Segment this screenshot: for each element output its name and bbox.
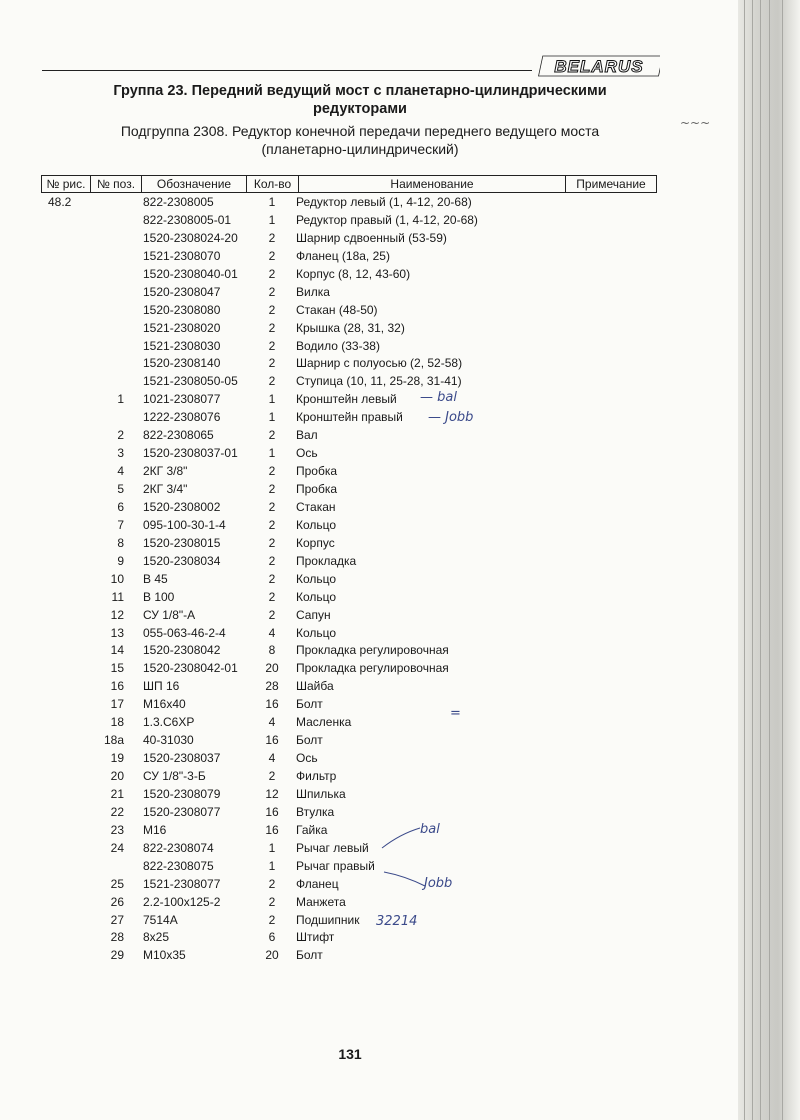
- cell-designation: 1520-2308080: [143, 302, 221, 317]
- cell-pos: 14: [110, 643, 124, 658]
- cell-name: Подшипник: [296, 912, 360, 927]
- cell-name: Кольцо: [296, 517, 337, 532]
- cell-qty: 1: [268, 858, 276, 873]
- cell-pos: 23: [110, 822, 124, 837]
- cell-qty: 8: [268, 643, 276, 658]
- cell-qty: 2: [268, 356, 276, 371]
- cell-qty: 1: [268, 410, 276, 425]
- cell-designation: 1520-2308040-01: [143, 266, 238, 281]
- cell-designation: 1021-2308077: [143, 392, 221, 407]
- cell-qty: 2: [268, 374, 276, 389]
- cell-qty: 2: [268, 482, 276, 496]
- cell-designation: В 100: [143, 589, 175, 604]
- cell-name: Кольцо: [296, 571, 337, 586]
- cell-designation: 055-063-46-2-4: [143, 625, 226, 640]
- cell-designation: 1520-2308140: [143, 356, 221, 371]
- table-row: [0, 516, 800, 534]
- cell-qty: 2: [268, 284, 276, 299]
- cell-designation: 2КГ 3/8": [143, 464, 188, 479]
- table-row: [0, 749, 800, 767]
- handwritten-lever-bal: bal: [420, 822, 440, 837]
- cell-designation: 1520-2308037-01: [143, 446, 238, 461]
- cell-pos: 22: [110, 804, 124, 819]
- cell-qty: 4: [268, 751, 276, 766]
- cell-designation: 1520-2308079: [143, 786, 221, 801]
- cell-designation: 1.3.С6ХР: [143, 715, 195, 730]
- cell-designation: 1521-2308020: [143, 320, 221, 335]
- cell-pos: 18: [110, 715, 124, 730]
- cell-pos: 7: [117, 517, 124, 532]
- cell-name: Шарнир сдвоенный (53-59): [296, 230, 447, 245]
- table-row: [0, 695, 800, 713]
- table-row: [0, 229, 800, 247]
- table-row: [0, 552, 800, 570]
- cell-pos: 20: [110, 769, 124, 783]
- table-row: [0, 588, 800, 606]
- cell-designation: 1521-2308070: [143, 248, 221, 263]
- cell-qty: 20: [265, 948, 279, 963]
- cell-qty: 2: [268, 607, 276, 622]
- header-qty: Кол-во: [246, 175, 299, 193]
- table-row: [0, 785, 800, 803]
- header-rule: [42, 70, 532, 71]
- cell-qty: 2: [268, 571, 276, 586]
- cell-designation: 1520-2308047: [143, 284, 221, 299]
- table-row: [0, 354, 800, 372]
- cell-designation: ШП 16: [143, 679, 180, 694]
- cell-pos: 25: [110, 876, 124, 891]
- cell-name: Шарнир с полуосью (2, 52-58): [296, 356, 463, 371]
- cell-name: Фильтр: [296, 769, 337, 783]
- cell-name: Пробка: [296, 482, 338, 496]
- cell-name: Гайка: [296, 822, 328, 837]
- cell-designation: 822-2308005-01: [143, 212, 232, 227]
- cell-qty: 16: [265, 697, 279, 712]
- cell-name: Ступица (10, 11, 25-28, 31-41): [296, 374, 462, 389]
- cell-qty: 2: [268, 230, 276, 245]
- cell-designation: 1520-2308002: [143, 499, 221, 514]
- brand-text: BELARUS: [554, 57, 644, 76]
- cell-qty: 2: [268, 912, 276, 927]
- cell-pos: 21: [110, 786, 124, 801]
- header-note: Примечание: [565, 175, 657, 193]
- cell-name: Ось: [296, 751, 318, 766]
- cell-designation: В 45: [143, 571, 168, 586]
- cell-qty: 2: [268, 499, 276, 514]
- cell-qty: 6: [268, 930, 276, 945]
- cell-designation: 1521-2308050-05: [143, 374, 238, 389]
- table-row: [0, 498, 800, 516]
- table-row: [0, 426, 800, 444]
- cell-designation: 40-31030: [143, 733, 194, 748]
- cell-pos: 4: [117, 464, 124, 479]
- cell-qty: 2: [268, 589, 276, 604]
- cell-qty: 2: [268, 464, 276, 479]
- margin-mark: ~~~: [680, 116, 711, 130]
- table-row: [0, 534, 800, 552]
- cell-fig: 48.2: [48, 195, 72, 209]
- cell-name: Шпилька: [296, 786, 346, 801]
- table-row: [0, 444, 800, 462]
- cell-designation: 095-100-30-1-4: [143, 517, 226, 532]
- cell-designation: 1521-2308077: [143, 876, 221, 891]
- cell-name: Кольцо: [296, 589, 337, 604]
- cell-qty: 1: [268, 195, 276, 209]
- cell-name: Стакан (48-50): [296, 302, 378, 317]
- header-pos: № поз.: [90, 175, 142, 193]
- cell-pos: 9: [117, 553, 124, 568]
- cell-qty: 2: [268, 876, 276, 891]
- cell-name: Кронштейн правый: [296, 410, 403, 425]
- cell-designation: 1520-2308034: [143, 553, 221, 568]
- table-row: [0, 247, 800, 265]
- table-row: [0, 641, 800, 659]
- cell-pos: 3: [117, 446, 124, 461]
- group-title-cont: редукторами: [313, 101, 407, 117]
- cell-designation: 2КГ 3/4": [143, 482, 188, 496]
- table-row: [0, 659, 800, 677]
- cell-name: Шайба: [296, 679, 334, 694]
- cell-pos: 28: [110, 930, 124, 945]
- cell-name: Редуктор левый (1, 4-12, 20-68): [296, 195, 472, 209]
- cell-designation: 7514А: [143, 912, 178, 927]
- cell-name: Болт: [296, 733, 323, 748]
- cell-pos: 2: [117, 428, 124, 443]
- cell-name: Кронштейн левый: [296, 392, 397, 407]
- cell-pos: 29: [110, 948, 124, 963]
- table-row: [0, 390, 800, 408]
- cell-qty: 2: [268, 338, 276, 353]
- table-row: [0, 462, 800, 480]
- cell-designation: 822-2308074: [143, 840, 214, 855]
- cell-designation: 2.2-100х125-2: [143, 894, 221, 909]
- cell-qty: 2: [268, 248, 276, 263]
- cell-pos: 13: [110, 625, 124, 640]
- cell-name: Редуктор правый (1, 4-12, 20-68): [296, 212, 478, 227]
- cell-qty: 16: [265, 822, 279, 837]
- group-title: Группа 23. Передний ведущий мост с планетарно-цилиндрическими: [113, 83, 607, 99]
- cell-name: Стакан: [296, 499, 336, 514]
- cell-pos: 6: [117, 499, 124, 514]
- cell-designation: М16: [143, 822, 167, 837]
- stray-mark: =: [450, 706, 461, 721]
- cell-designation: 822-2308005: [143, 195, 214, 209]
- cell-name: Пробка: [296, 464, 338, 479]
- cell-pos: 17: [110, 697, 124, 712]
- cell-designation: 1521-2308030: [143, 338, 221, 353]
- table-row: [0, 606, 800, 624]
- cell-name: Болт: [296, 697, 323, 712]
- cell-name: Рычаг правый: [296, 858, 375, 873]
- cell-name: Болт: [296, 948, 323, 963]
- page-number: 131: [338, 1046, 362, 1062]
- cell-designation: 8х25: [143, 930, 170, 945]
- cell-designation: 1222-2308076: [143, 410, 221, 425]
- cell-qty: 2: [268, 320, 276, 335]
- cell-qty: 2: [268, 553, 276, 568]
- table-row: [0, 570, 800, 588]
- cell-qty: 16: [265, 804, 279, 819]
- cell-designation: СУ 1/8"-3-Б: [143, 769, 206, 783]
- cell-name: Втулка: [296, 804, 335, 819]
- cell-name: Манжета: [296, 894, 346, 909]
- subgroup-title: Подгруппа 2308. Редуктор конечной передачи переднего ведущего моста: [120, 123, 600, 139]
- table-row: [0, 946, 800, 964]
- table-row: [0, 319, 800, 337]
- cell-name: Прокладка регулировочная: [296, 661, 449, 676]
- cell-designation: 1520-2308037: [143, 751, 221, 766]
- cell-pos: 27: [110, 912, 124, 927]
- table-row: [0, 803, 800, 821]
- cell-qty: 2: [268, 894, 276, 909]
- cell-pos: 1: [117, 392, 124, 407]
- cell-name: Вал: [296, 428, 318, 443]
- cell-name: Прокладка: [296, 553, 357, 568]
- handwritten-note-jobb: — Jobb: [428, 410, 474, 425]
- table-row: [0, 624, 800, 642]
- cell-designation: М10х35: [143, 948, 186, 963]
- cell-name: Кольцо: [296, 625, 337, 640]
- table-row: [0, 193, 800, 211]
- cell-name: Штифт: [296, 930, 335, 945]
- cell-name: Ось: [296, 446, 318, 461]
- cell-qty: 1: [268, 446, 276, 461]
- table-row: [0, 408, 800, 426]
- table-row: [0, 283, 800, 301]
- cell-designation: 1520-2308077: [143, 804, 221, 819]
- cell-qty: 16: [265, 733, 279, 748]
- cell-qty: 4: [268, 715, 276, 730]
- cell-qty: 20: [265, 661, 279, 676]
- cell-qty: 28: [265, 679, 279, 694]
- cell-name: Вилка: [296, 284, 330, 299]
- cell-pos: 15: [110, 661, 124, 676]
- cell-name: Сапун: [296, 607, 331, 622]
- cell-qty: 2: [268, 302, 276, 317]
- cell-designation: 822-2308075: [143, 858, 214, 873]
- cell-designation: 1520-2308042: [143, 643, 221, 658]
- brand-logo: [538, 55, 660, 77]
- cell-pos: 19: [110, 751, 124, 766]
- table-row: [0, 677, 800, 695]
- table-row: [0, 211, 800, 229]
- cell-pos: 12: [110, 607, 124, 622]
- cell-designation: 1520-2308042-01: [143, 661, 238, 676]
- cell-designation: 1520-2308024-20: [143, 230, 238, 245]
- cell-name: Крышка (28, 31, 32): [296, 320, 405, 335]
- cell-qty: 2: [268, 769, 276, 783]
- table-row: [0, 767, 800, 785]
- cell-designation: М16х40: [143, 697, 186, 712]
- handwritten-note-bal: — bal: [420, 390, 457, 405]
- cell-name: Фланец: [296, 876, 339, 891]
- cell-pos: 11: [111, 589, 124, 604]
- cell-name: Масленка: [296, 715, 352, 730]
- header-name: Наименование: [298, 175, 566, 193]
- cell-name: Рычаг левый: [296, 840, 369, 855]
- cell-designation: 1520-2308015: [143, 535, 221, 550]
- cell-pos: 26: [110, 894, 124, 909]
- table-row: [0, 372, 800, 390]
- cell-qty: 2: [268, 266, 276, 281]
- header-ris: № рис.: [41, 175, 91, 193]
- cell-pos: 18а: [103, 733, 124, 748]
- table-row: [0, 337, 800, 355]
- table-row: [0, 301, 800, 319]
- cell-qty: 12: [265, 786, 279, 801]
- cell-name: Корпус (8, 12, 43-60): [296, 266, 411, 281]
- table-row: [0, 731, 800, 749]
- table-row: [0, 713, 800, 731]
- cell-qty: 1: [268, 840, 276, 855]
- cell-qty: 2: [268, 428, 276, 443]
- cell-qty: 1: [268, 392, 276, 407]
- cell-designation: СУ 1/8"-А: [143, 607, 196, 622]
- cell-pos: 24: [110, 840, 124, 855]
- cell-pos: 5: [117, 482, 124, 496]
- cell-pos: 8: [117, 535, 124, 550]
- handwritten-lever-jobb: Jobb: [424, 876, 453, 891]
- cell-designation: 822-2308065: [143, 428, 214, 443]
- table-row: [0, 480, 800, 498]
- cell-name: Корпус: [296, 535, 335, 550]
- handwritten-bearing-code: 32214: [376, 914, 418, 929]
- table-row: [0, 265, 800, 283]
- cell-name: Фланец (18а, 25): [296, 248, 390, 263]
- cell-qty: 2: [268, 535, 276, 550]
- cell-name: Водило (33-38): [296, 338, 380, 353]
- cell-pos: 10: [110, 571, 124, 586]
- table-row: [0, 928, 800, 946]
- cell-qty: 1: [268, 212, 276, 227]
- header-designation: Обозначение: [141, 175, 247, 193]
- cell-pos: 16: [110, 679, 124, 694]
- subgroup-title-cont: (планетарно-цилиндрический): [261, 141, 459, 157]
- cell-name: Прокладка регулировочная: [296, 643, 449, 658]
- cell-qty: 2: [268, 517, 276, 532]
- cell-qty: 4: [268, 625, 276, 640]
